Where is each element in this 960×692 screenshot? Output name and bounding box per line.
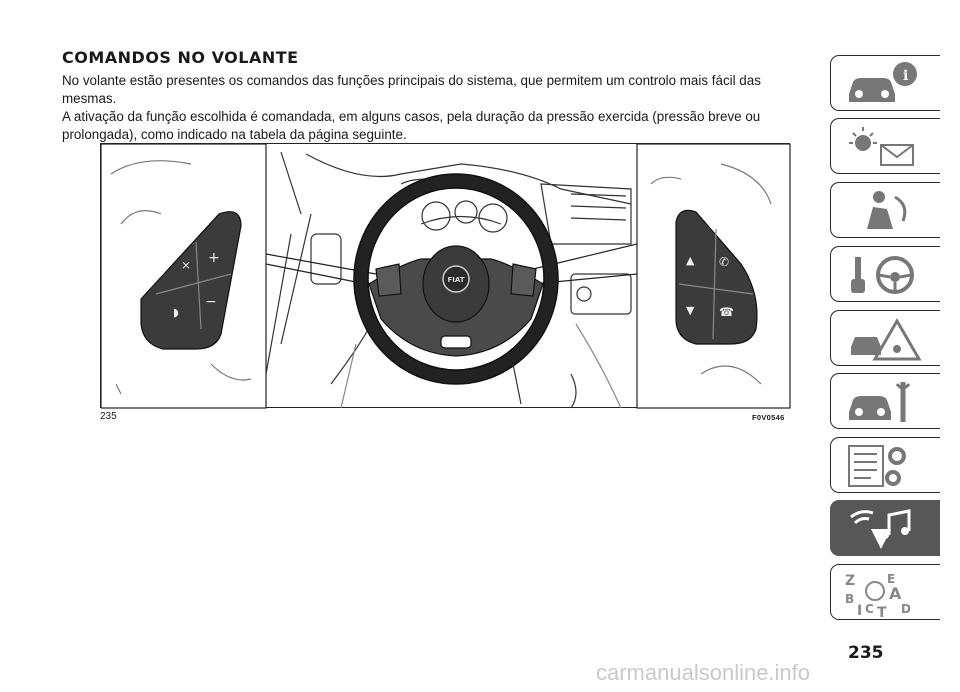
steering-wheel-illustration [100,143,790,408]
tab-warning-lights[interactable] [830,118,940,174]
svg-text:E: E [887,572,896,586]
fiat-badge: FIAT [447,276,465,284]
car-info-icon [843,60,923,108]
mute-icon: ⨯ [181,258,192,272]
tab-index[interactable] [830,564,940,620]
voice-command-icon: ◗ [173,306,179,319]
alphabetical-index-icon [843,569,923,617]
intro-paragraph: No volante estão presentes os comandos das funções principais do sistema, que permitem um controlo mais fácil das mesmas. [62,73,761,106]
svg-text:A: A [889,584,902,603]
svg-text:I: I [857,603,863,617]
volume-up-icon: + [208,250,220,266]
multimedia-music-icon [843,505,923,553]
tab-emergency[interactable] [830,310,940,366]
svg-text:B: B [845,592,855,606]
warning-lights-icon [843,123,923,171]
svg-text:T: T [877,605,887,617]
figure-number: 235 [100,411,117,422]
watermark: carmanualsonline.info [596,660,811,685]
maintenance-wrench-icon [843,378,923,426]
activation-paragraph: A ativação da função escolhida é comandada, em alguns casos, pela duração da pressão exercida (pressão breve ou prolongada), como indicado na tabela da página seguinte. [62,109,761,142]
svg-text:D: D [901,602,911,616]
page-number: 235 [848,643,884,663]
steering-wheel [354,174,558,384]
scroll-up-icon: ▲ [686,254,695,267]
tab-car-info[interactable] [830,55,940,111]
tab-multimedia[interactable] [830,500,940,556]
key-steering-icon [843,251,923,299]
tab-starting-driving[interactable] [830,246,940,302]
figure-code: F0V0546 [752,413,785,422]
volume-down-icon: − [205,294,217,310]
phone-answer-icon: ✆ [719,255,730,269]
right-controls-inset [637,144,790,408]
tab-maintenance[interactable] [830,373,940,429]
phone-reject-icon: ☎ [719,305,734,319]
specifications-gear-icon [843,442,923,490]
svg-text:Z: Z [845,573,856,589]
section-heading: COMANDOS NO VOLANTE [62,48,299,67]
tab-safety[interactable] [830,182,940,238]
svg-text:i: i [903,68,909,84]
emergency-triangle-icon [843,315,923,363]
scroll-down-icon: ▼ [686,304,695,317]
tab-technical-data[interactable] [830,437,940,493]
airbag-seat-icon [843,187,923,235]
left-controls-inset [101,144,266,408]
svg-text:C: C [865,602,874,616]
